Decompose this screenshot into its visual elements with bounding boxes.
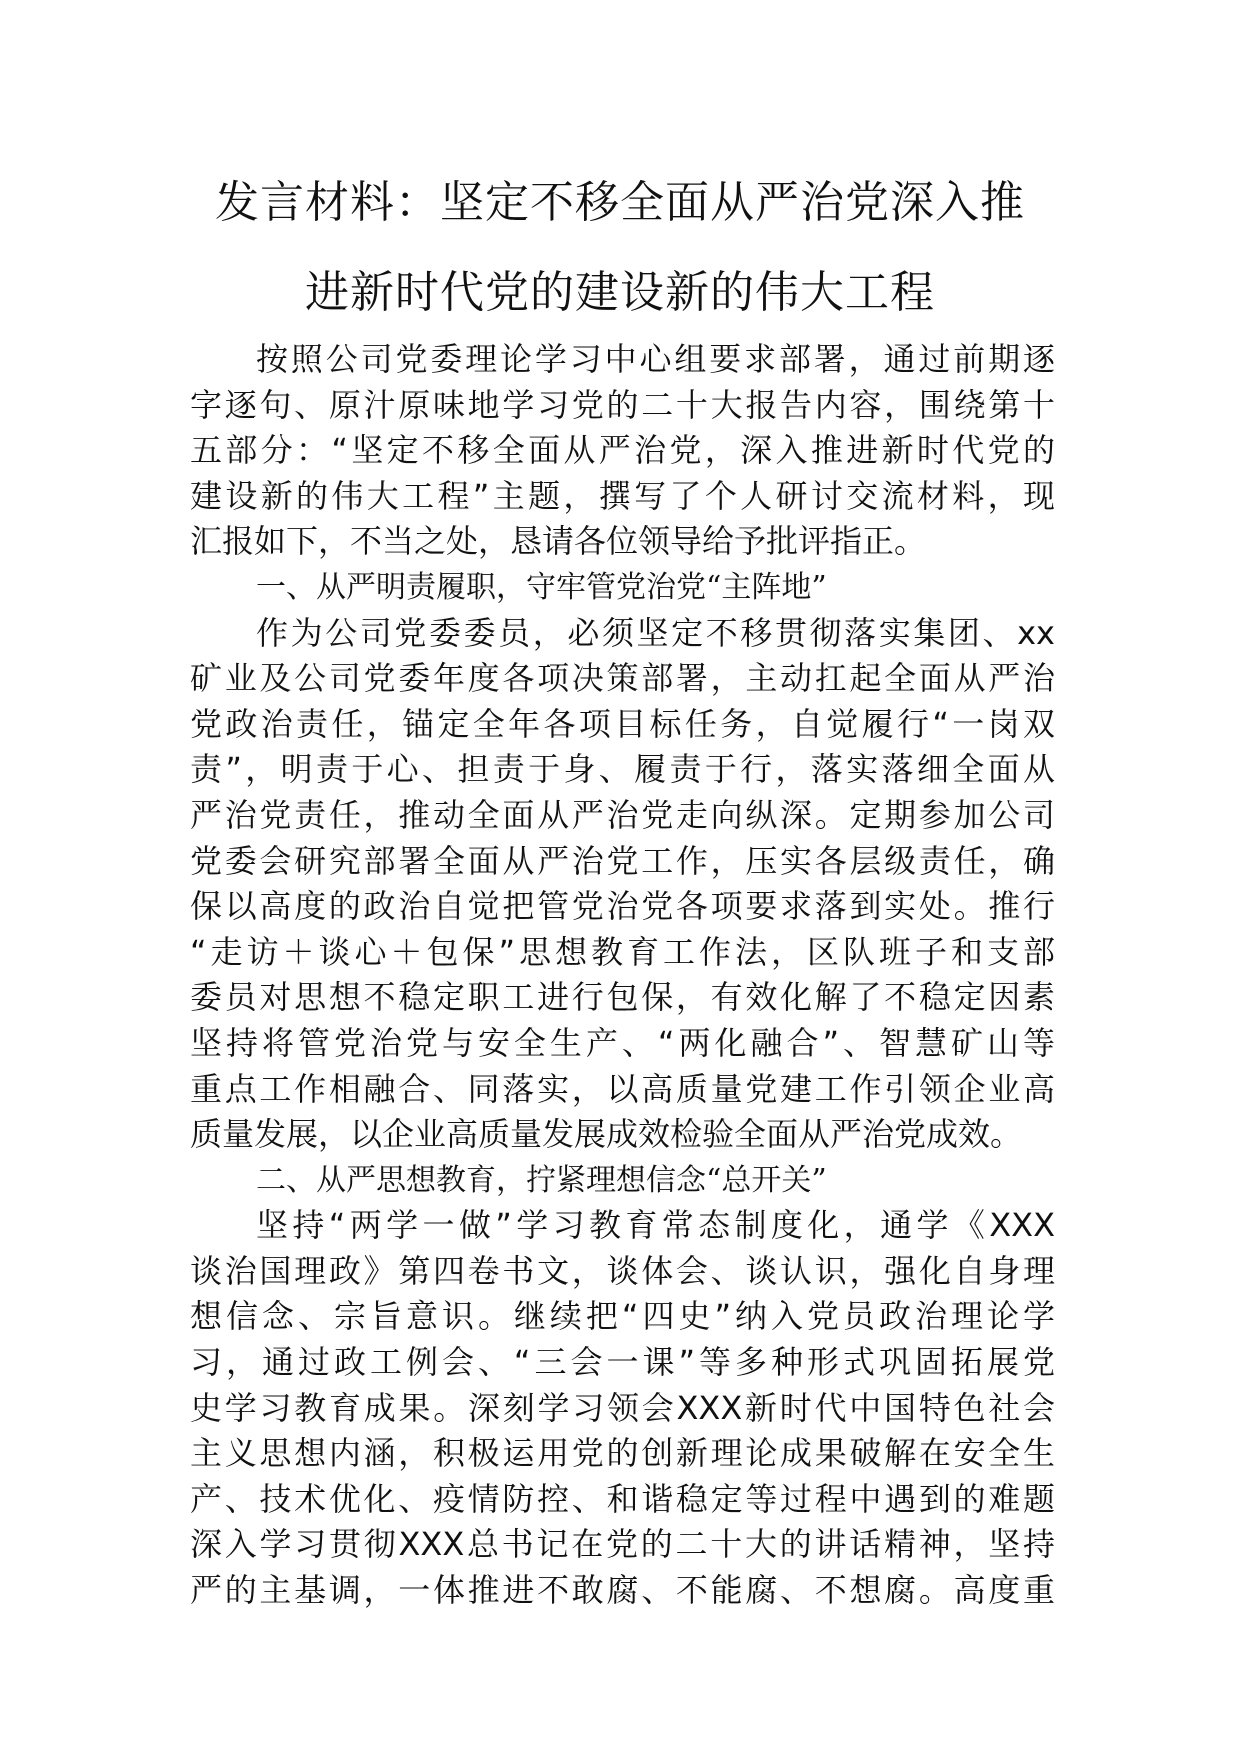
document-title-line-1: 发言材料：坚定不移全面从严治党深入推 xyxy=(215,177,1025,228)
paragraph-line: 五部分：“坚定不移全面从严治党，深入推进新时代党的 xyxy=(190,431,1055,470)
paragraph-line: 按照公司党委理论学习中心组要求部署，通过前期逐 xyxy=(256,340,1055,378)
paragraph-line: 责”，明责于心、担责于身、履责于行，落实落细全面从 xyxy=(190,750,1055,789)
paragraph-line: 主义思想内涵，积极运用党的创新理论成果破解在安全生 xyxy=(190,1434,1055,1473)
paragraph-line: 想信念、宗旨意识。继续把“四史”纳入党员政治理论学 xyxy=(190,1297,1055,1336)
paragraph-line: 字逐句、原汁原味地学习党的二十大报告内容，围绕第十 xyxy=(190,385,1055,424)
section-heading: 二、从严思想教育，拧紧理想信念“总开关” xyxy=(256,1162,827,1198)
paragraph-line: 严治党责任，推动全面从严治党走向纵深。定期参加公司 xyxy=(190,795,1055,834)
paragraph-line: 史学习教育成果。深刻学习领会XXX新时代中国特色社会 xyxy=(190,1388,1055,1427)
paragraph-line: 建设新的伟大工程”主题，撰写了个人研讨交流材料，现 xyxy=(190,476,1055,515)
paragraph-line: 坚持“两学一做”学习教育常态制度化，通学《XXX xyxy=(256,1206,1055,1245)
section-heading: 一、从严明责履职，守牢管党治党“主阵地” xyxy=(256,569,827,605)
paragraph-line: 质量发展，以企业高质量发展成效检验全面从严治党成效。 xyxy=(190,1115,1023,1154)
paragraph-line: 党委会研究部署全面从严治党工作，压实各层级责任，确 xyxy=(190,841,1055,880)
paragraph-line: “走访＋谈心＋包保”思想教育工作法，区队班子和支部 xyxy=(190,932,1055,971)
paragraph-line: 重点工作相融合、同落实，以高质量党建工作引领企业高 xyxy=(190,1069,1055,1108)
paragraph-line: 产、技术优化、疫情防控、和谐稳定等过程中遇到的难题 xyxy=(190,1479,1055,1518)
paragraph-line: 矿业及公司党委年度各项决策部署，主动扛起全面从严治 xyxy=(190,659,1055,698)
paragraph-line: 严的主基调，一体推进不敢腐、不能腐、不想腐。高度重 xyxy=(190,1571,1055,1610)
paragraph-line: 坚持将管党治党与安全生产、“两化融合”、智慧矿山等 xyxy=(190,1023,1055,1062)
paragraph-line: 深入学习贯彻XXX总书记在党的二十大的讲话精神，坚持 xyxy=(190,1525,1055,1564)
document-title-line-2: 进新时代党的建设新的伟大工程 xyxy=(305,267,935,318)
paragraph-line: 作为公司党委委员，必须坚定不移贯彻落实集团、xx xyxy=(256,613,1055,652)
document-body xyxy=(190,337,1055,1614)
paragraph-line: 习，通过政工例会、“三会一课”等多种形式巩固拓展党 xyxy=(190,1343,1055,1382)
paragraph-line: 党政治责任，锚定全年各项目标任务，自觉履行“一岗双 xyxy=(190,704,1055,743)
paragraph-line: 保以高度的政治自觉把管党治党各项要求落到实处。推行 xyxy=(190,887,1055,926)
paragraph-line: 谈治国理政》第四卷书文，谈体会、谈认识，强化自身理 xyxy=(190,1251,1055,1290)
paragraph-line: 委员对思想不稳定职工进行包保，有效化解了不稳定因素 xyxy=(190,978,1055,1017)
paragraph-line: 汇报如下，不当之处，恳请各位领导给予批评指正。 xyxy=(190,522,927,561)
